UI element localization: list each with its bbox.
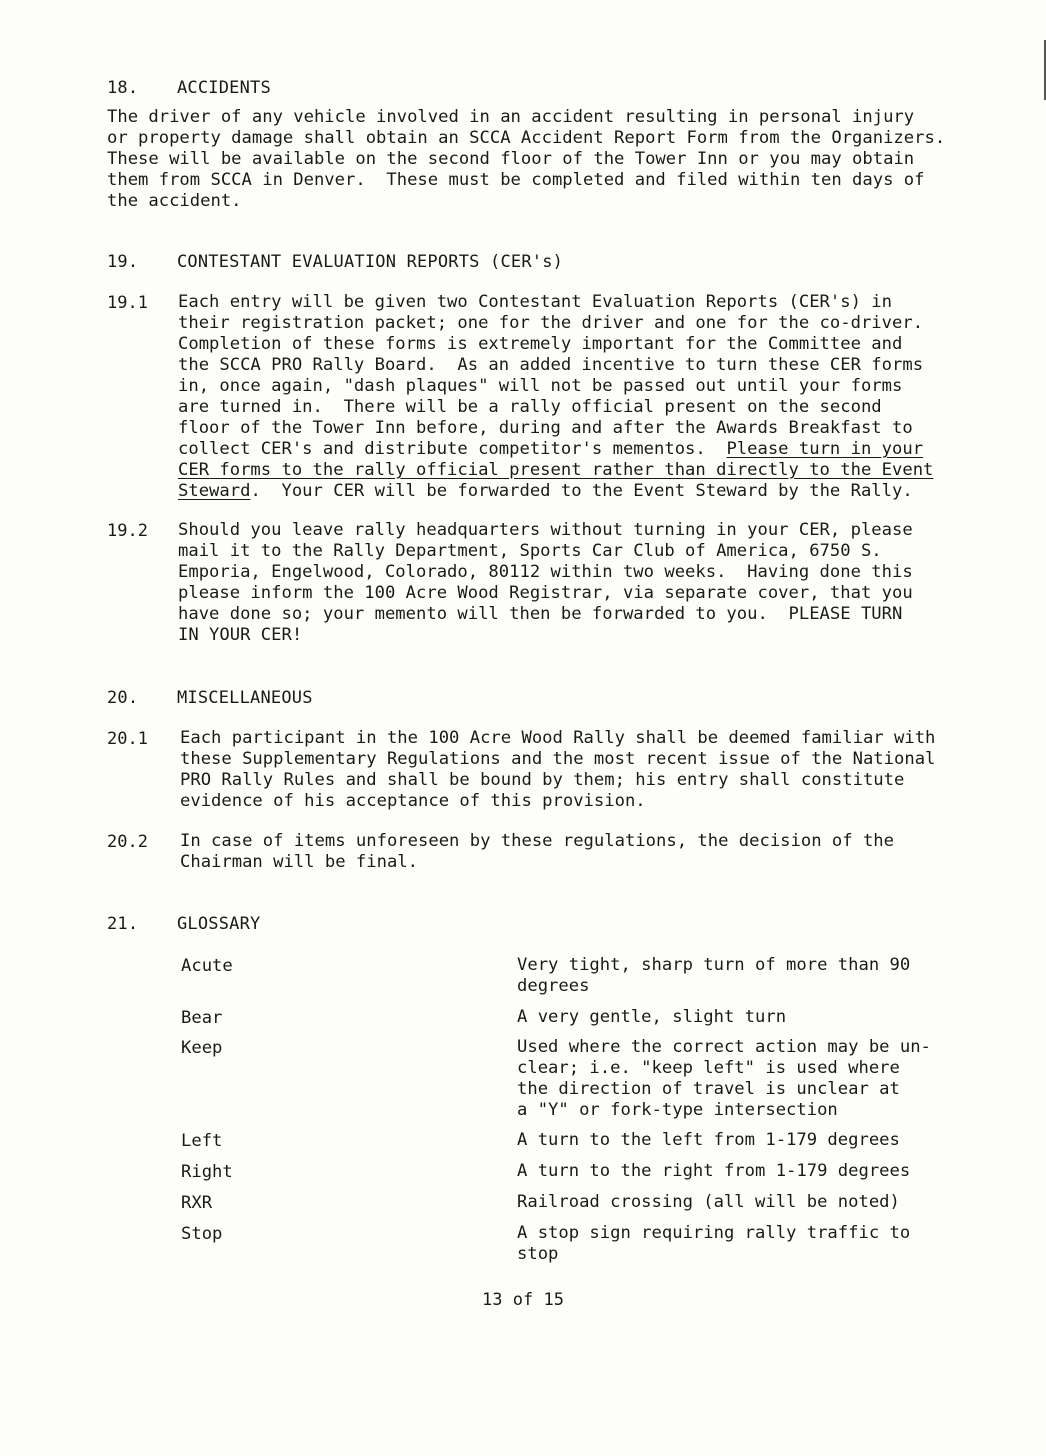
text-line: Emporia, Engelwood, Colorado, 80112 within two weeks. Having done this xyxy=(178,562,913,582)
paragraph-20-2 xyxy=(180,831,894,873)
section-number: 21. xyxy=(107,914,139,934)
underlined-text: CER forms to the rally official present rather than directly to the Event xyxy=(178,460,934,480)
text-line: or property damage shall obtain an SCCA Accident Report Form from the Organizers. xyxy=(107,128,946,148)
glossary-term: Left xyxy=(181,1131,223,1151)
text-line: the accident. xyxy=(107,191,242,211)
text-line: IN YOUR CER! xyxy=(178,625,303,645)
glossary-term: Bear xyxy=(181,1008,223,1028)
paragraph-20-1 xyxy=(180,728,935,812)
text-line: Completion of these forms is extremely important for the Committee and xyxy=(178,334,903,354)
section-title: GLOSSARY xyxy=(177,914,261,934)
glossary-term: Keep xyxy=(181,1038,223,1058)
text-line xyxy=(178,481,933,502)
text-line: a "Y" or fork-type intersection xyxy=(517,1100,838,1120)
text-line: have done so; your memento will then be forwarded to you. PLEASE TURN xyxy=(178,604,903,624)
text-line: these Supplementary Regulations and the most recent issue of the National xyxy=(180,749,936,769)
section-title: CONTESTANT EVALUATION REPORTS (CER's) xyxy=(177,252,564,272)
section-title: MISCELLANEOUS xyxy=(177,688,313,708)
text-line: floor of the Tower Inn before, during and after the Awards Breakfast to xyxy=(178,418,913,438)
text-line: A turn to the right from 1-179 degrees xyxy=(517,1161,911,1181)
text-line: Chairman will be final. xyxy=(180,852,418,872)
glossary-definition xyxy=(517,1007,937,1028)
text-line: Railroad crossing (all will be noted) xyxy=(517,1192,900,1212)
text-line: mail it to the Rally Department, Sports Car Club of America, 6750 S. xyxy=(178,541,882,561)
text-line: Very tight, sharp turn of more than 90 xyxy=(517,955,911,975)
section-number: 19. xyxy=(107,252,139,272)
text-line xyxy=(178,439,933,460)
text-segment: . Your CER will be forwarded to the Event Steward by the Rally. xyxy=(250,481,913,501)
text-line: Should you leave rally headquarters without turning in your CER, please xyxy=(178,520,913,540)
glossary-definition xyxy=(517,1130,937,1151)
paragraph-19-1 xyxy=(178,292,933,502)
text-line xyxy=(178,460,933,481)
section-number: 18. xyxy=(107,78,139,98)
text-line: In case of items unforeseen by these regulations, the decision of the xyxy=(180,831,894,851)
text-line: the direction of travel is unclear at xyxy=(517,1079,900,1099)
paragraph-number-19-2: 19.2 xyxy=(107,521,148,541)
glossary-definition xyxy=(517,1037,937,1121)
page-number: 13 of 15 xyxy=(482,1290,564,1310)
glossary-definition xyxy=(517,955,937,997)
text-line: them from SCCA in Denver. These must be completed and filed within ten days of xyxy=(107,170,925,190)
underlined-text: Please turn in your xyxy=(726,439,924,459)
text-line: A very gentle, slight turn xyxy=(517,1007,787,1027)
paragraph-number-20-1: 20.1 xyxy=(107,729,148,749)
glossary-definition xyxy=(517,1161,937,1182)
text-line: These will be available on the second floor of the Tower Inn or you may obtain xyxy=(107,149,915,169)
text-line: the SCCA PRO Rally Board. As an added incentive to turn these CER forms xyxy=(178,355,924,375)
text-line: Each participant in the 100 Acre Wood Rally shall be deemed familiar with xyxy=(180,728,936,748)
text-line: please inform the 100 Acre Wood Registrar, via separate cover, that you xyxy=(178,583,913,603)
section-18-heading xyxy=(107,78,271,98)
paragraph-number-20-2: 20.2 xyxy=(107,832,148,852)
section-title: ACCIDENTS xyxy=(177,78,271,98)
text-line: stop xyxy=(517,1244,559,1264)
glossary-term: RXR xyxy=(181,1193,213,1213)
paragraph-number-19-1: 19.1 xyxy=(107,293,148,313)
text-line: Each entry will be given two Contestant Evaluation Reports (CER's) in xyxy=(178,292,892,312)
glossary-definition xyxy=(517,1192,937,1213)
glossary-term: Acute xyxy=(181,956,233,976)
section-20-heading xyxy=(107,688,313,708)
text-line: clear; i.e. "keep left" is used where xyxy=(517,1058,900,1078)
text-segment: collect CER's and distribute competitor's mementos. xyxy=(178,439,727,459)
paragraph-19-2 xyxy=(178,520,913,646)
section-19-heading xyxy=(107,252,563,272)
text-line: Used where the correct action may be un- xyxy=(517,1037,931,1057)
glossary-definition xyxy=(517,1223,937,1265)
section-21-heading xyxy=(107,914,260,934)
text-line: A stop sign requiring rally traffic to xyxy=(517,1223,911,1243)
section-number: 20. xyxy=(107,688,139,708)
text-line: their registration packet; one for the driver and one for the co-driver. xyxy=(178,313,924,333)
section-18-text xyxy=(107,107,945,212)
text-line: PRO Rally Rules and shall be bound by them; his entry shall constitute xyxy=(180,770,905,790)
underlined-text: Steward xyxy=(178,481,251,501)
text-line: The driver of any vehicle involved in an accident resulting in personal injury xyxy=(107,107,915,127)
text-line: A turn to the left from 1-179 degrees xyxy=(517,1130,900,1150)
glossary-term: Right xyxy=(181,1162,233,1182)
text-line: evidence of his acceptance of this provision. xyxy=(180,791,646,811)
text-line: are turned in. There will be a rally official present on the second xyxy=(178,397,882,417)
text-line: in, once again, "dash plaques" will not be passed out until your forms xyxy=(178,376,903,396)
text-line: degrees xyxy=(517,976,590,996)
glossary-term: Stop xyxy=(181,1224,223,1244)
